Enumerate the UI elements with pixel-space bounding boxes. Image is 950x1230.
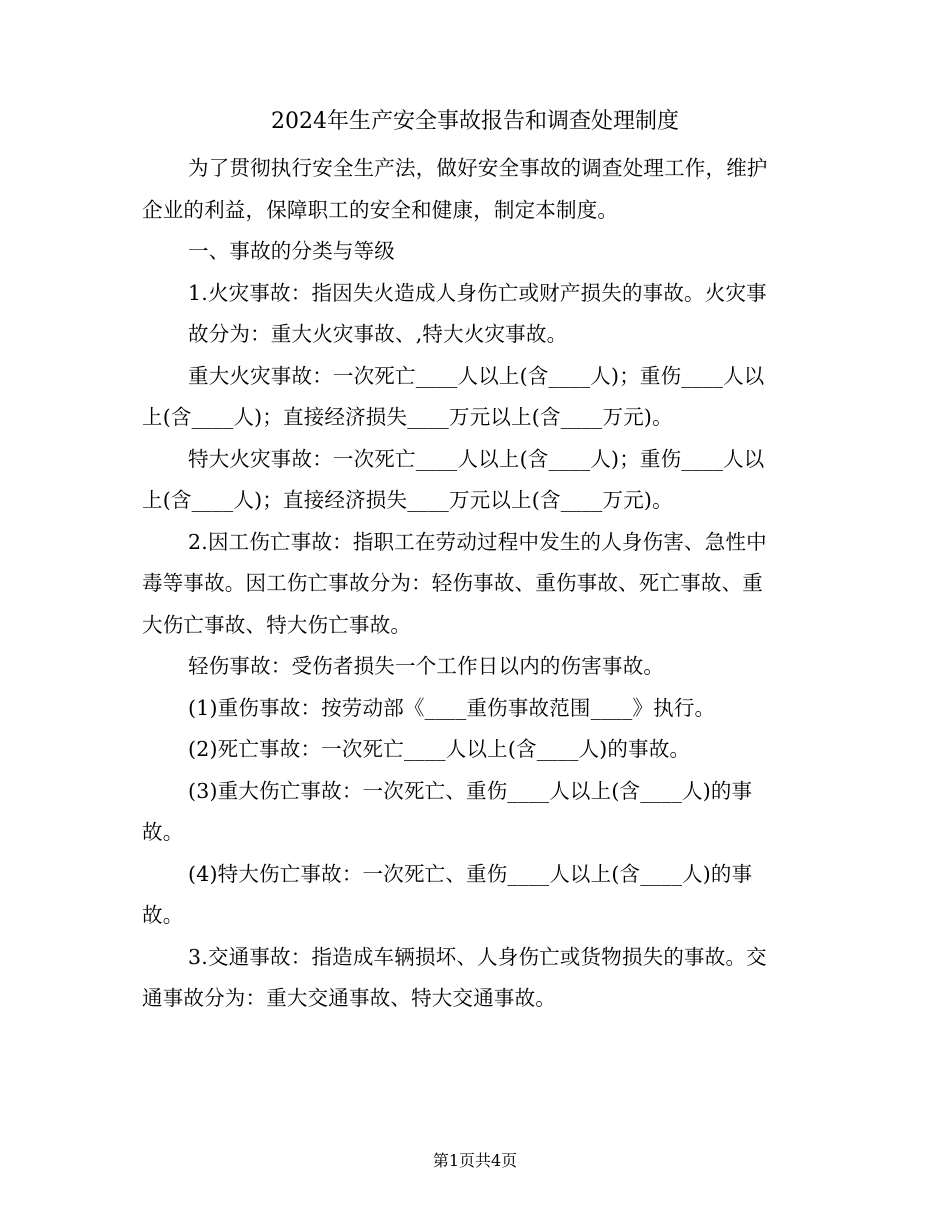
paragraph-line: 2.因工伤亡事故：指职工在劳动过程中发生的人身伤害、急性中: [188, 529, 767, 554]
paragraph-line: 1.火灾事故：指因失火造成人身伤亡或财产损失的事故。火灾事: [188, 280, 767, 305]
document-title: 2024年生产安全事故报告和调查处理制度: [271, 109, 679, 134]
page-number: 第1页共4页: [432, 1151, 518, 1170]
paragraph-line: 3.交通事故：指造成车辆损坏、人身伤亡或货物损失的事故。交: [188, 944, 767, 969]
paragraph-line: 企业的利益，保障职工的安全和健康，制定本制度。: [142, 197, 619, 222]
paragraph-line: (4)特大伤亡事故：一次死亡、重伤____人以上(含____人)的事: [188, 861, 753, 886]
document-body: [142, 148, 802, 1020]
paragraph-line: 轻伤事故：受伤者损失一个工作日以内的伤害事故。: [188, 654, 665, 678]
paragraph-line: 上(含____人)；直接经济损失____万元以上(含____万元)。: [142, 488, 673, 512]
paragraph-line: 重大火灾事故：一次死亡____人以上(含____人)；重伤____人以: [188, 363, 765, 388]
paragraph-line: 故。: [142, 820, 184, 844]
paragraph-line: 上(含____人)；直接经济损失____万元以上(含____万元)。: [142, 405, 673, 429]
paragraph-line: 通事故分为：重大交通事故、特大交通事故。: [142, 986, 556, 1010]
paragraph-line: 为了贯彻执行安全生产法，做好安全事故的调查处理工作，维护: [188, 156, 768, 180]
paragraph-line: (1)重伤事故：按劳动部《____重伤事故范围____》执行。: [188, 695, 716, 720]
paragraph-line: 大伤亡事故、特大伤亡事故。: [142, 612, 412, 637]
paragraph-line: 毒等事故。因工伤亡事故分为：轻伤事故、重伤事故、死亡事故、重: [142, 571, 763, 595]
paragraph-line: (2)死亡事故：一次死亡____人以上(含____人)的事故。: [188, 737, 691, 761]
paragraph-line: 特大火灾事故：一次死亡____人以上(含____人)；重伤____人以: [188, 446, 765, 471]
section-heading: 一、事故的分类与等级: [188, 239, 395, 263]
paragraph-line: 故。: [142, 903, 184, 927]
paragraph-line: (3)重大伤亡事故：一次死亡、重伤____人以上(含____人)的事: [188, 778, 753, 803]
paragraph-line: 故分为：重大火灾事故、,特大火灾事故。: [188, 322, 568, 346]
